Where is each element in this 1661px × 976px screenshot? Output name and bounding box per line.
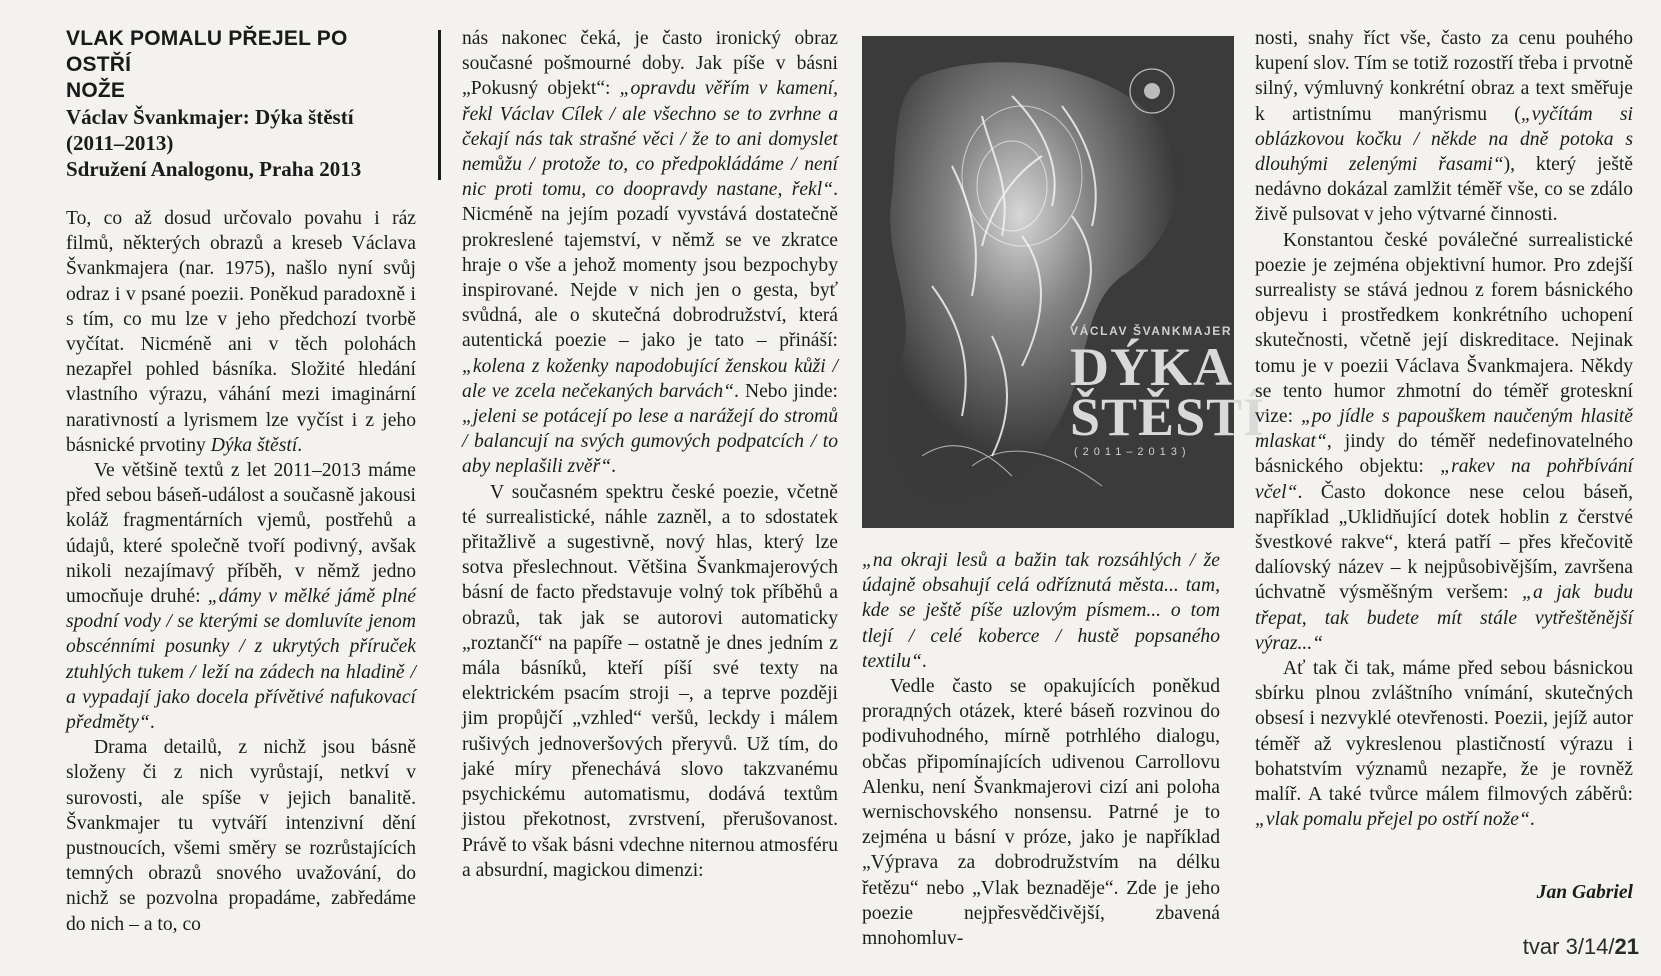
- quote-italic: „opravdu věřím v kamení, řekl Václav Cílek / ale všechno se to zvrhne a čekají nás tak strašné věci / že to ani domyslet nemůžu / protože to, co předpokládáme / není nic proti tomu, co doopravdy nastane, řekl“: [462, 78, 838, 201]
- cover-title-text: [1070, 337, 1266, 447]
- page-footer: [1523, 934, 1639, 960]
- text-run: . Často dokonce nese celou báseň, například „Uklidňující dotek hoblin z čerstvé švestkové rakve“, která patří – přes křečovitě dalíovský název – k nejpůsobivějším, završena úchvatně výsměšným veršem:: [1255, 481, 1633, 604]
- paragraph: [1255, 228, 1633, 656]
- paragraph: Vedle často se opakujících poněkud prorадných otázek, které báseň rozvinou do podivuhodného, mírně potrhlého dialogu, občas připomínajících udivenou Carrollovu Alenku, není Švankmajerovi cizí ani poloha wernischovského nonsensu. Patrné je to zejména u básní v próze, jako je například „Výprava za dobrodružstvím na délku řetězu“ nebo „Vlak beznaděje“. Zde je jeho poezie nejpřesvědčivější, zbavená mnohomluv-: [862, 676, 1220, 950]
- text-run: ), který ještě nedávno dokázal zamlžit téměř vše, co se zdálo živě pulsovat v jeho výtvarné činnosti.: [1255, 154, 1633, 226]
- text-column-1: [66, 206, 416, 937]
- text-column-3: [862, 548, 1220, 951]
- paragraph: [1255, 656, 1633, 832]
- book-title-italic: Dýka štěstí: [210, 434, 298, 456]
- book-author-title: Václav Švankmajer: Dýka štěstí: [66, 105, 354, 129]
- text-run: . Nicméně na jejím pozadí vyvstává dostatečně prokreslené tajemství, v němž se ve zkratce hraje o vše a jehož momenty jsou bezpochyby inspirované. Nejde v nich jen o gesta, byť svůdná, ale o skutečná dobrodružství, která autentická poezie – jako je tato – přináší:: [462, 179, 838, 352]
- cover-title-line-1: DÝKA: [1070, 337, 1233, 397]
- paragraph: [462, 26, 838, 480]
- book-cover-image: [862, 36, 1266, 528]
- text-run: Ve většině textů z let 2011–2013 máme před sebou báseň-událost a současně jakousi koláž fragmentárních vjemů, postřehů a údajů, které společně tvoří podivný, avšak nikoli nezajímavý příběh, v němž jedno umocňuje druhé:: [66, 460, 416, 608]
- text-run: .: [921, 650, 927, 672]
- text-column-2: [462, 26, 838, 883]
- cover-author-text: VÁCLAV ŠVANKMAJER: [1070, 324, 1233, 338]
- paragraph: [66, 206, 416, 458]
- quote-italic: „vyčítám si oblázkovou kočku / někde na dně potoka s dlouhými zelenými řasami“: [1255, 103, 1633, 176]
- vertical-rule: [438, 30, 441, 180]
- author-signature: Jan Gabriel: [1536, 882, 1633, 903]
- magazine-issue: tvar 3/14/: [1522, 934, 1615, 959]
- text-run: .: [297, 434, 303, 456]
- text-run: To, co až dosud určovalo povahu i ráz filmů, některých obrazů a kreseb Václava Švankmajera (nar. 1975), našlo nyní svůj odraz i v psané poezii. Poněkud paradoxně i s tím, co mu lze v jeho předchozí tvorbě vyčítat. Nicméně ani v těch polohách nezapřel pohled básníka. Složité hledání vlastního výrazu, váhání mezi imaginární narativností a lyrismem lze vyčíst i z jeho básnické prvotiny: [66, 208, 416, 456]
- text-column-4: [1255, 26, 1633, 833]
- quote-italic: „po jídle s papouškem naučeným hlasitě mlaskat“: [1255, 406, 1633, 453]
- cover-years-text: (2011–2013): [1074, 446, 1191, 458]
- text-run: Konstantou české poválečné surrealistické poezie je zejména objektivní humor. Pro zdejší surrealisty se stává jednou z forem básnického objevu i prostředkem konkrétního uchopení skutečnosti, včetně její diskreditace. Nejinak tomu je v poezii Václava Švankmajera. Někdy se tento humor zhmotní do téměř groteskní vize:: [1255, 229, 1633, 428]
- article-headline: [66, 26, 416, 104]
- headline-line-1: VLAK POMALU PŘEJEL PO OSTŘÍ: [66, 27, 348, 76]
- paragraph: [66, 458, 416, 735]
- text-run: .: [149, 712, 155, 734]
- text-run: .: [611, 456, 617, 478]
- text-run: nás nakonec čeká, je často ironický obraz současné pošmourné doby. Jak píše v básni „Pokusný objekt“:: [462, 28, 838, 100]
- text-run: , jindy do téměř nedefinovatelného básnického objektu:: [1255, 431, 1633, 478]
- text-run: . Nebo jinde:: [734, 380, 838, 402]
- text-run: nosti, snahy říct vše, často za cenu pouhého kupení slov. Tím se totiž rozostří třeba i prvotně silný, výmluvný konkrétní obraz a text směřuje k artistnímu manýrismu (: [1255, 28, 1633, 125]
- cover-title-line-2: ŠTĚSTÍ: [1070, 387, 1266, 447]
- text-run: Ať tak či tak, máme před sebou básnickou sbírku plnou zvláštního vnímání, skutečných obsesí i nezvyklé otevřenosti. Poezii, jejíž autor téměř až vykreslenou plastičností výrazu i bohatstvím významů nezapře, že je rovněž malíř. A také tvůrce málem filmových záběrů:: [1255, 658, 1633, 806]
- paragraph: [862, 548, 1220, 674]
- book-info: [66, 104, 426, 182]
- quote-italic: „dámy v mělké jámě plné spodní vody / se kterými se domluvíte jenom obscénními posunky / z ukrytých příruček ztuhlých tukem / leží na zádech na hladině / a vypadají jako docela přívětivé nafukovací předměty“: [66, 586, 416, 734]
- quote-italic: „vlak pomalu přejel po ostří nože“: [1255, 809, 1530, 831]
- book-years: (2011–2013): [66, 131, 174, 155]
- quote-italic: „rakev na pohřbívání včel“: [1255, 456, 1634, 503]
- book-publisher: Sdružení Analogonu, Praha 2013: [66, 157, 362, 181]
- text-run: .: [1529, 809, 1535, 831]
- paragraph: [1255, 26, 1633, 228]
- quote-italic: „na okraji lesů a bažin tak rozsáhlých / že údajně obsahují celá odříznutá města... tam, kde se ještě píše uzlovým písmem... o tom tlejí / celé koberce / hustě popsaného textilu“: [862, 550, 1220, 672]
- quote-italic: „a jak budu třepat, tak budete mít stále vytřeštěnější výraz...“: [1255, 582, 1633, 654]
- page-number: 21: [1614, 934, 1639, 959]
- paragraph: V současném spektru české poezie, včetně té surrealistické, náhle zazněl, a to sdostatek přitažlivě a sugestivně, nový hlas, který lze sotva přeslechnout. Většina Švankmajerových básní de facto představuje volný tok příběhů a obrazů, tak jak se autorovi automaticky „roztančí“ na papíře – ostatně je dnes jedním z mála básníků, kteří píší své texty na elektrickém psacím stroji –, a teprve později jim propůjčí „vzhled“ veršů, leckdy i málem rušivých jednoveršových přeryvů. Už tím, do jaké míry přenechává slovo takzvanému psychickému automatismu, dodává textům jistou překotnost, zvrstvení, přerušovanost. Právě to však básni vdechne niternou atmosféru a absurdní, magickou dimenzi:: [462, 481, 838, 881]
- quote-italic: „kolena z koženky napodobující ženskou kůži / ale ve zcela nečekaných barvách“: [462, 355, 838, 402]
- quote-italic: „jeleni se potácejí po lese a narážejí do stromů / balancují na svých gumových podpatcích / to aby neplašili zvěř“: [462, 406, 838, 478]
- headline-line-2: NOŽE: [66, 79, 126, 102]
- paragraph: Drama detailů, z nichž jsou básně složeny či z nich vyrůstají, netkví v surovosti, ale spíše v jejich banalitě. Švankmajer tu vytváří intenzivní dění pustnoucích, všemi směry se rozrůstajících temných obrazů snového uvažování, do nichž se pozvolna propadáme, zabředáme do nich – a to, co: [66, 737, 416, 935]
